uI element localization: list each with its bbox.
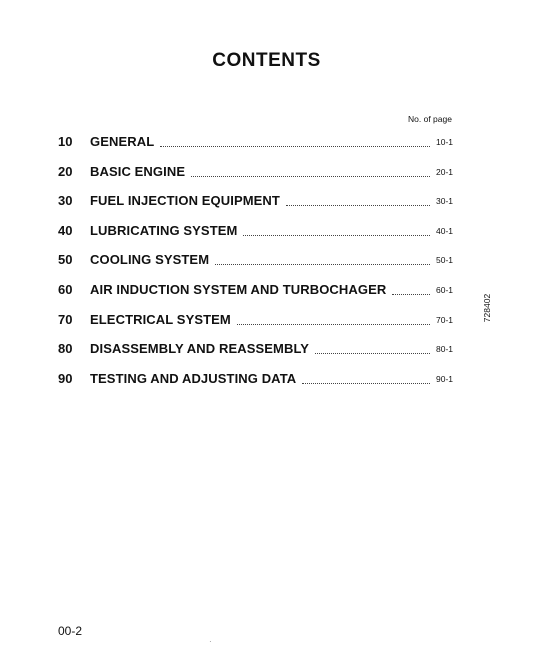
toc-entry-page: 40-1 xyxy=(436,225,454,236)
toc-entry-basic-engine[interactable] xyxy=(58,164,458,194)
toc-entry-title: TESTING AND ADJUSTING DATA xyxy=(90,370,297,386)
toc-entry-title: BASIC ENGINE xyxy=(90,163,186,179)
toc-entry-number: 30 xyxy=(58,193,73,209)
toc-entry-page: 30-1 xyxy=(436,196,454,207)
dot-leader xyxy=(243,223,430,236)
page-column-header: No. of page xyxy=(408,114,452,124)
toc-entry-number: 60 xyxy=(58,281,73,297)
toc-entry-title: ELECTRICAL SYSTEM xyxy=(90,311,231,327)
toc-entry-title: AIR INDUCTION SYSTEM AND TURBOCHAGER xyxy=(90,281,387,297)
toc-entry-testing[interactable] xyxy=(58,371,458,401)
toc-entry-number: 20 xyxy=(58,163,73,179)
toc-entry-title: COOLING SYSTEM xyxy=(90,252,210,268)
toc-entry-page: 50-1 xyxy=(436,255,454,266)
toc-entry-page: 70-1 xyxy=(436,314,454,325)
page-title: CONTENTS xyxy=(212,50,321,71)
toc-entry-number: 50 xyxy=(58,252,73,268)
toc-entry-number: 80 xyxy=(58,341,73,357)
toc-entry-title: FUEL INJECTION EQUIPMENT xyxy=(90,193,280,209)
toc-entry-title: LUBRICATING SYSTEM xyxy=(90,222,238,238)
dot-leader xyxy=(286,193,430,206)
toc-entry-electrical[interactable] xyxy=(58,312,458,342)
dot-leader xyxy=(215,252,430,265)
document-code: 728402 xyxy=(482,293,492,323)
toc-entry-number: 40 xyxy=(58,222,73,238)
toc-entry-number: 10 xyxy=(58,134,73,149)
dot-leader xyxy=(392,282,430,295)
toc-entry-title: GENERAL xyxy=(90,134,155,149)
toc-entry-page: 80-1 xyxy=(436,344,454,355)
toc-entry-air-induction[interactable] xyxy=(58,282,458,312)
dot-leader xyxy=(302,371,430,384)
dot-leader xyxy=(237,312,430,325)
toc-entry-disassembly[interactable] xyxy=(58,341,458,371)
toc-entry-page: 20-1 xyxy=(436,166,454,177)
toc-entry-page: 10-1 xyxy=(436,137,454,147)
page-number: 00-2 xyxy=(58,624,83,638)
toc-entry-general[interactable] xyxy=(58,134,458,164)
toc-entry-number: 90 xyxy=(58,370,73,386)
toc-entry-page: 90-1 xyxy=(436,373,454,384)
dot-leader xyxy=(160,134,430,147)
toc-entry-page: 60-1 xyxy=(436,284,454,295)
toc-entry-cooling[interactable] xyxy=(58,252,458,282)
dot-leader xyxy=(191,164,430,177)
toc-entry-number: 70 xyxy=(58,311,73,327)
table-of-contents xyxy=(58,134,458,400)
toc-entry-lubricating[interactable] xyxy=(58,223,458,253)
toc-entry-title: DISASSEMBLY AND REASSEMBLY xyxy=(90,341,310,357)
scan-speck: · xyxy=(209,637,212,646)
dot-leader xyxy=(315,341,430,354)
toc-entry-fuel-injection[interactable] xyxy=(58,193,458,223)
